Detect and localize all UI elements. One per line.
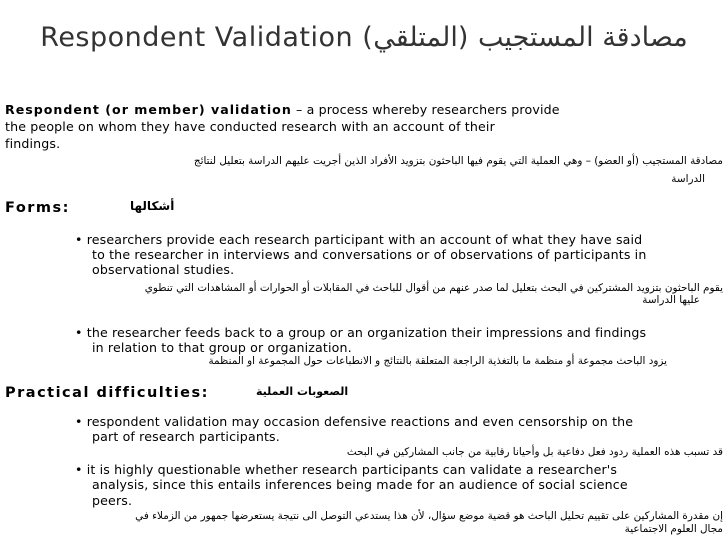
forms-item-2-line-1: • the researcher feeds back to a group or an organization their impressions and findings [75, 325, 647, 340]
forms-heading: Forms: [5, 200, 70, 216]
forms-item-1-line-3: observational studies. [92, 262, 235, 277]
difficulties-heading: Practical difficulties: [5, 385, 209, 401]
difficulties-item-2-arabic-2: مجال العلوم الاجتماعية [624, 523, 723, 535]
definition-line-3: findings. [5, 136, 61, 151]
definition-text: – a process whereby researchers provide [291, 102, 560, 117]
forms-item-1-line-2: to the researcher in interviews and conversations or of observations of participants in [92, 247, 647, 262]
definition-arabic-2: الدراسة [671, 173, 705, 185]
difficulties-item-2-line-2: analysis, since this entails inferences being made for an audience of social science [92, 477, 628, 492]
difficulties-heading-arabic: الصعوبات العملية [256, 385, 349, 398]
slide-title: Respondent Validation (المتلقي) مصادقة المستجيب [40, 22, 688, 53]
difficulties-item-2-line-3: peers. [92, 493, 133, 508]
difficulties-item-1-arabic-1: قد تسبب هذه العملية ردود فعل دفاعية بل وأحيانا رقابية من جانب المشاركين في البحث [346, 446, 723, 458]
difficulties-item-2-line-1: • it is highly questionable whether research participants can validate a researcher's [75, 462, 618, 477]
definition-line-1 [5, 101, 560, 118]
forms-item-1-line-1: • researchers provide each research participant with an account of what they have said [75, 232, 643, 247]
forms-item-2-line-2: in relation to that group or organization. [92, 340, 352, 355]
definition-arabic-1: مصادقة المستجيب (أو العضو) – وهي العملية التي يقوم فيها الباحثون بتزويد الأفراد الذين أجريت عليهم الدراسة بتعليل لنتائج [193, 155, 723, 167]
difficulties-item-1-line-2: part of research participants. [92, 429, 280, 444]
difficulties-item-2-arabic-1: إن مقدرة المشاركين على تقييم تحليل الباحث هو قضية موضع سؤال، لأن هذا يستدعي التوصل الى نتيجة يستعرضها جمهور من الزملاء في [135, 510, 723, 522]
forms-item-1-arabic-2: عليها الدراسة [642, 294, 700, 306]
forms-heading-arabic: أشكالها [130, 199, 175, 213]
difficulties-item-1-line-1: • respondent validation may occasion defensive reactions and even censorship on the [75, 414, 634, 429]
definition-term: Respondent (or member) validation [5, 102, 292, 117]
forms-item-1-arabic-1: يقوم الباحثون بتزويد المشتركين في البحث بتعليل لما صدر عنهم من أقوال للباحث في المقابلات أو الحوارات أو المشاهدات التي تنطوي [144, 282, 723, 294]
definition-line-2: the people on whom they have conducted research with an account of their [5, 119, 495, 134]
forms-item-2-arabic-1: يزود الباحث مجموعة أو منظمة ما بالتغذية الراجعة المتعلقة بالنتائج و الانطباعات حول المجموعة او المنظمة [208, 355, 667, 367]
